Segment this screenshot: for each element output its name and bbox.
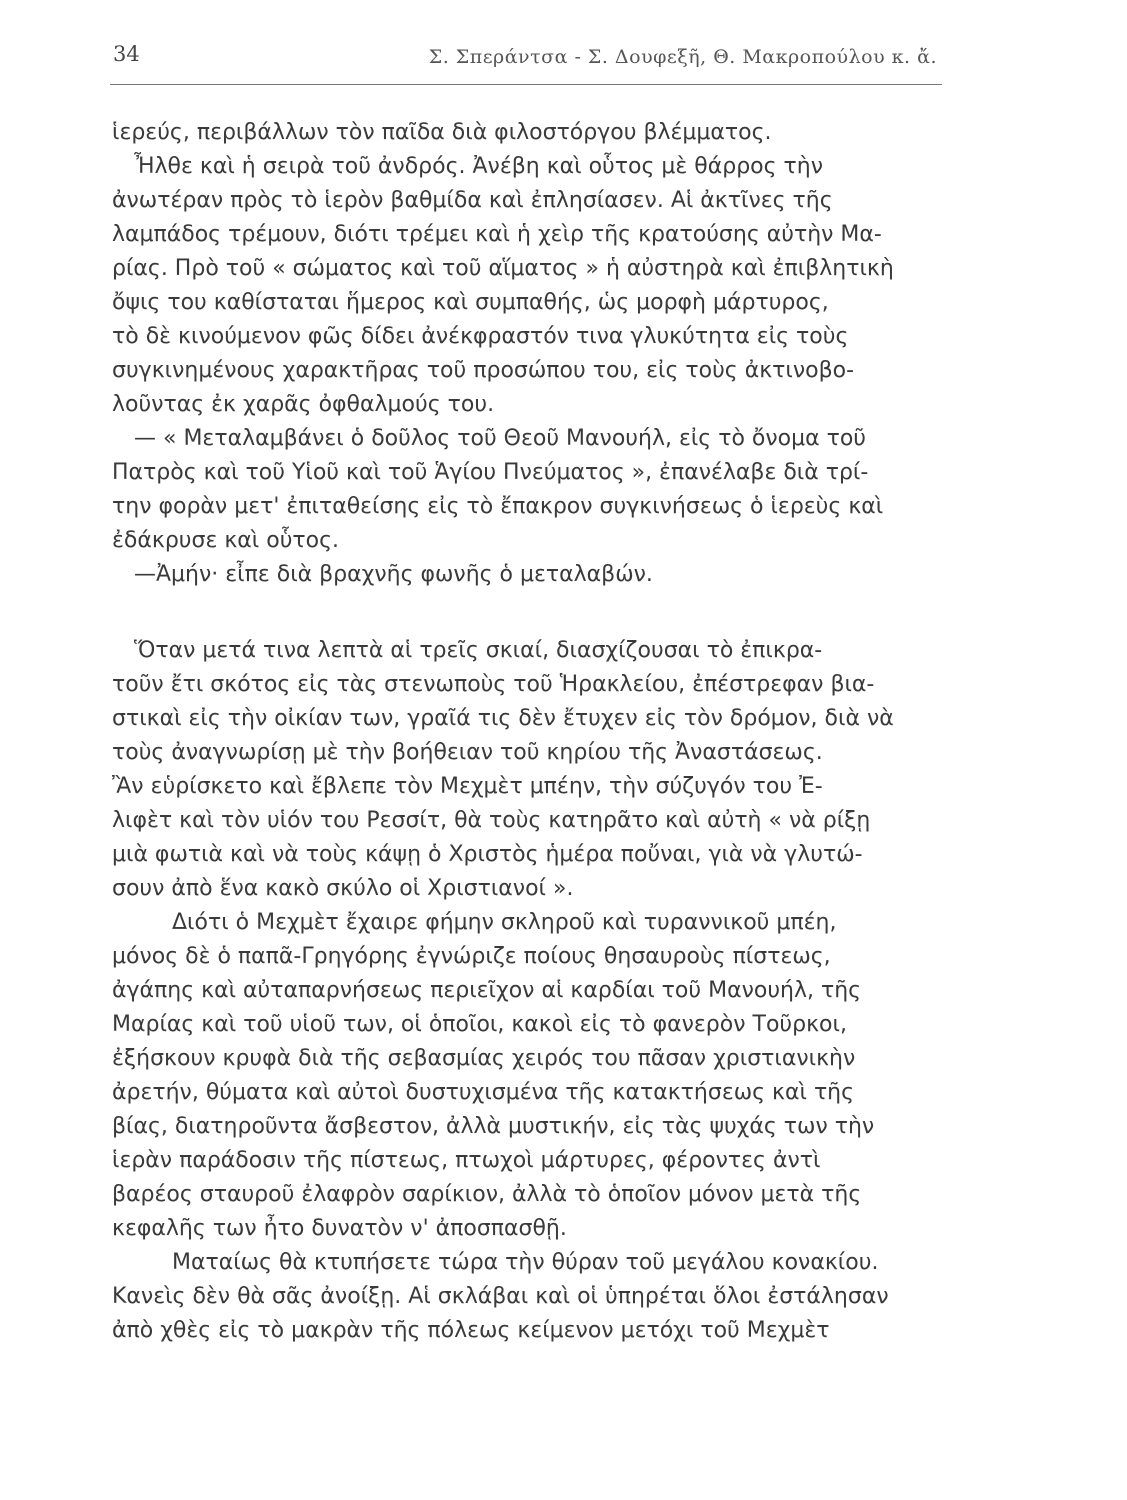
text-line: Ἦλθε καὶ ἡ σειρὰ τοῦ ἀνδρός. Ἀνέβη καὶ οὗτος μὲ θάρρος τὴν (134, 154, 824, 179)
text-line: — « Μεταλαμβάνει ὁ δοῦλος τοῦ Θεοῦ Μανουήλ, εἰς τὸ ὄνομα τοῦ (134, 426, 867, 451)
text-line: Ἂν εὑρίσκετο καὶ ἔβλεπε τὸν Μεχμὲτ μπέην, τὴν σύζυγόν του Ἐ- (112, 774, 823, 799)
text-line: ἀρετήν, θύματα καὶ αὐτοὶ δυστυχισμένα τῆς κατακτήσεως καὶ τῆς (112, 1080, 855, 1105)
text-line: Πατρὸς καὶ τοῦ Υἱοῦ καὶ τοῦ Ἁγίου Πνεύματος », ἐπανέλαβε διὰ τρί- (112, 460, 869, 485)
text-line: ἱερὰν παράδοσιν τῆς πίστεως, πτωχοὶ μάρτυρες, φέροντες ἀντὶ (112, 1148, 821, 1173)
text-line: λαμπάδος τρέμουν, διότι τρέμει καὶ ἡ χεὶρ τῆς κρατούσης αὐτὴν Μα- (112, 222, 882, 247)
text-line: Ματαίως θὰ κτυπήσετε τώρα τὴν θύραν τοῦ μεγάλου κονακίου. (172, 1250, 879, 1275)
text-line: Ὅταν μετά τινα λεπτὰ αἱ τρεῖς σκιαί, διασχίζουσαι τὸ ἐπικρα- (134, 638, 823, 663)
text-line: Μαρίας καὶ τοῦ υἱοῦ των, οἱ ὁποῖοι, κακοὶ εἰς τὸ φανερὸν Τοῦρκοι, (112, 1012, 847, 1037)
text-line: στικαὶ εἰς τὴν οἰκίαν των, γραῖά τις δὲν ἔτυχεν εἰς τὸν δρόμον, διὰ νὰ (112, 706, 894, 731)
text-line: κεφαλῆς των ἦτο δυνατὸν ν' ἀποσπασθῇ. (112, 1216, 567, 1241)
text-line: μόνος δὲ ὁ παπᾶ-Γρηγόρης ἐγνώριζε ποίους θησαυροὺς πίστεως, (112, 944, 831, 969)
text-line: ὄψις του καθίσταται ἥμερος καὶ συμπαθής, ὡς μορφὴ μάρτυρος, (112, 290, 829, 315)
running-head: Σ. Σπεράντσα - Σ. Δουφεξῆ, Θ. Μακροπούλου κ. ἄ. (428, 46, 937, 68)
paragraph-gap (112, 592, 944, 634)
text-line: τοῦν ἔτι σκότος εἰς τὰς στενωποὺς τοῦ Ἡρακλείου, ἐπέστρεφαν βια- (112, 672, 875, 697)
page-number: 34 (113, 42, 140, 66)
text-line: ἀπὸ χθὲς εἰς τὸ μακρὰν τῆς πόλεως κείμενον μετόχι τοῦ Μεχμὲτ (112, 1318, 830, 1343)
text-line: ἀνωτέραν πρὸς τὸ ἱερὸν βαθμίδα καὶ ἐπλησίασεν. Αἱ ἀκτῖνες τῆς (112, 188, 833, 213)
text-line: συγκινημένους χαρακτῆρας τοῦ προσώπου του, εἰς τοὺς ἀκτινοβο- (112, 358, 855, 383)
text-line: βαρέος σταυροῦ ἐλαφρὸν σαρίκιον, ἀλλὰ τὸ ὁποῖον μόνον μετὰ τῆς (112, 1182, 862, 1207)
text-line: την φορὰν μετ' ἐπιταθείσης εἰς τὸ ἔπακρον συγκινήσεως ὁ ἱερεὺς καὶ (112, 494, 884, 519)
text-line: ἐξήσκουν κρυφὰ διὰ τῆς σεβασμίας χειρός του πᾶσαν χριστιανικὴν (112, 1046, 856, 1071)
text-line: ρίας. Πρὸ τοῦ « σώματος καὶ τοῦ αἵματος » ἡ αὐστηρὰ καὶ ἐπιβλητικὴ (112, 256, 894, 281)
text-line: ἱερεύς, περιβάλλων τὸν παῖδα διὰ φιλοστόργου βλέμματος. (112, 120, 772, 145)
text-line: Κανεὶς δὲν θὰ σᾶς ἀνοίξῃ. Αἱ σκλάβαι καὶ οἱ ὑπηρέται ὅλοι ἐστάλησαν (112, 1284, 889, 1309)
text-line: λιφὲτ καὶ τὸν υἱόν του Ρεσσίτ, θὰ τοὺς κατηρᾶτο καὶ αὐτὴ « νὰ ρίξῃ (112, 808, 871, 833)
text-line: ἀγάπης καὶ αὐταπαρνήσεως περιεῖχον αἱ καρδίαι τοῦ Μανουήλ, τῆς (112, 978, 862, 1003)
text-line: τοὺς ἀναγνωρίσῃ μὲ τὴν βοήθειαν τοῦ κηρίου τῆς Ἀναστάσεως. (112, 740, 823, 765)
body-text (112, 116, 944, 1348)
text-line: βίας, διατηροῦντα ἄσβεστον, ἀλλὰ μυστικήν, εἰς τὰς ψυχάς των τὴν (112, 1114, 875, 1139)
text-line: —Ἀμήν· εἶπε διὰ βραχνῆς φωνῆς ὁ μεταλαβών. (134, 562, 653, 587)
text-line: Διότι ὁ Μεχμὲτ ἔχαιρε φήμην σκληροῦ καὶ τυραννικοῦ μπέη, (172, 910, 837, 935)
text-line: σουν ἀπὸ ἕνα κακὸ σκύλο οἱ Χριστιανοί ». (112, 876, 574, 901)
header-rule (110, 84, 942, 85)
text-line: μιὰ φωτιὰ καὶ νὰ τοὺς κάψῃ ὁ Χριστὸς ἡμέρα ποὔναι, γιὰ νὰ γλυτώ- (112, 842, 863, 867)
text-line: λοῦντας ἐκ χαρᾶς ὀφθαλμούς του. (112, 392, 495, 417)
text-line: ἐδάκρυσε καὶ οὗτος. (112, 528, 340, 553)
text-line: τὸ δὲ κινούμενον φῶς δίδει ἀνέκφραστόν τινα γλυκύτητα εἰς τοὺς (112, 324, 849, 349)
